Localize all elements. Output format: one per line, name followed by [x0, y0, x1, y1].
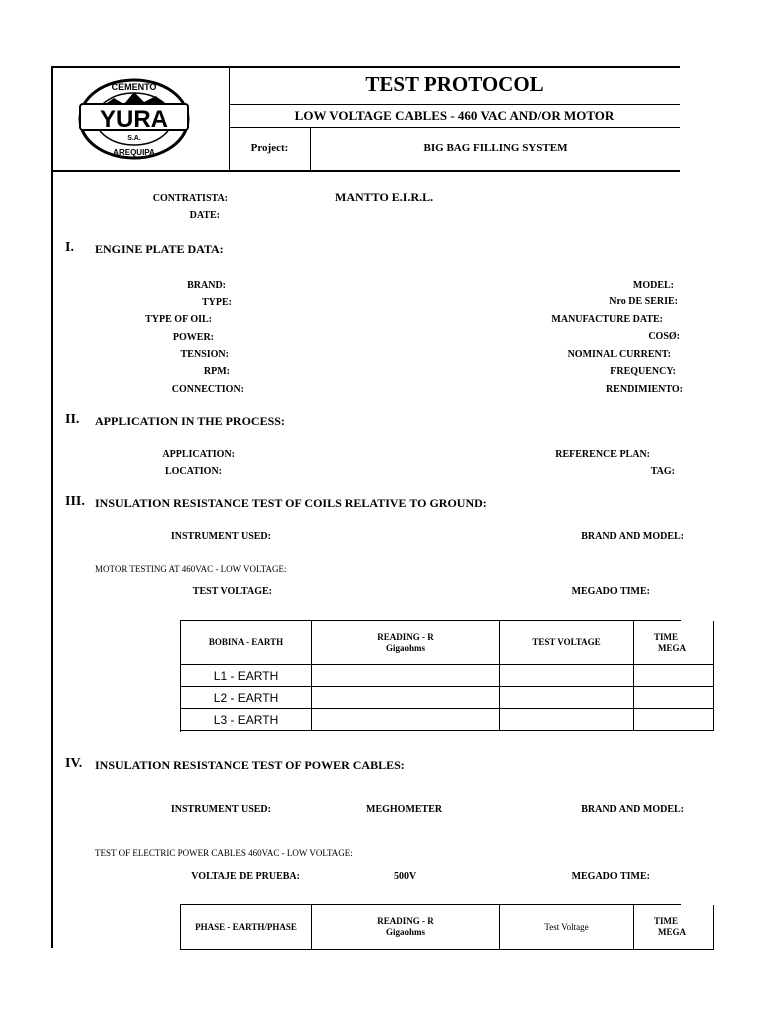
table3-row-l3-reading[interactable] [312, 709, 500, 731]
coils-test-table [180, 620, 686, 732]
rendimiento-label: RENDIMIENTO: [605, 384, 683, 395]
table3-row-l3-voltage[interactable] [500, 709, 634, 731]
table3-row-l2-reading[interactable] [312, 687, 500, 709]
rpm-label: RPM: [203, 366, 230, 377]
table3-row-l3-text: L3 - EARTH [213, 712, 279, 727]
instrument-used-label-2: INSTRUMENT USED: [170, 804, 271, 815]
section-3-title: INSULATION RESISTANCE TEST OF COILS RELATIVE TO GROUND: [95, 496, 487, 510]
tension-label: TENSION: [180, 349, 229, 360]
motor-testing-text: MOTOR TESTING AT 460VAC - LOW VOLTAGE: [95, 564, 287, 574]
cables-test-table [180, 904, 686, 950]
table3-header-bobina-text: BOBINA - EARTH [208, 637, 284, 647]
table3-row-l1-voltage[interactable] [500, 665, 634, 687]
nominal-current-label: NOMINAL CURRENT: [567, 349, 671, 360]
power-label: POWER: [172, 332, 214, 343]
table3-row-l1-reading[interactable] [312, 665, 500, 687]
logo-brand: YURA [99, 106, 169, 133]
model-label: MODEL: [632, 280, 674, 291]
connection-label: CONNECTION: [171, 384, 244, 395]
location-label: LOCATION: [164, 466, 222, 477]
table4-header-mega-text: MEGA [658, 927, 686, 937]
project-value: BIG BAG FILLING SYSTEM [423, 142, 568, 154]
brand-label: BRAND: [187, 280, 226, 291]
document-title: TEST PROTOCOL [365, 72, 544, 96]
table3-header-time-text: TIME [654, 631, 679, 642]
table3-row-l3-label [181, 709, 312, 731]
table4-header-gigaohms: Gigaohms [385, 927, 425, 937]
section-4-number: IV. [65, 756, 83, 771]
voltaje-prueba-value: 500V [394, 871, 417, 882]
contratista-value: MANTTO E.I.R.L. [335, 190, 434, 204]
table3-header-mega-text: MEGA [658, 642, 686, 653]
reference-plan-label: REFERENCE PLAN: [555, 449, 650, 460]
project-label: Project: [250, 142, 289, 154]
table3-header-test-voltage [500, 621, 634, 665]
table4-header-phase [181, 905, 312, 950]
table4-header-phase-text: PHASE - EARTH/PHASE [195, 921, 297, 932]
table3-row-l3-time[interactable] [634, 709, 714, 731]
section-2-title: APPLICATION IN THE PROCESS: [95, 414, 285, 428]
instrument-used-label: INSTRUMENT USED: [170, 531, 271, 542]
section-4-title: INSULATION RESISTANCE TEST OF POWER CABLES: [95, 758, 405, 772]
cables-testing-text: TEST OF ELECTRIC POWER CABLES 460VAC - LOW VOLTAGE: [95, 848, 353, 858]
header-bottom [52, 170, 680, 172]
test-voltage-label: TEST VOLTAGE: [192, 586, 272, 597]
frequency-label: FREQUENCY: [610, 366, 676, 377]
cos-label: COSØ: [648, 331, 680, 342]
table4-header-reading-text: READING - R [377, 916, 434, 926]
document-subtitle: LOW VOLTAGE CABLES - 460 VAC AND/OR MOTOR [294, 108, 615, 123]
table3-row-l2-text: L2 - EARTH [213, 690, 279, 705]
title-divider [229, 104, 680, 105]
section-3-number: III. [65, 494, 85, 509]
contratista-label: CONTRATISTA: [152, 193, 228, 204]
table4-header-time-text: TIME [654, 916, 679, 926]
company-logo [78, 78, 190, 160]
brand-model-label-2: BRAND AND MODEL: [581, 804, 684, 815]
table3-header-time [634, 621, 714, 665]
megado-time-label: MEGADO TIME: [571, 586, 650, 597]
date-label: DATE: [189, 210, 220, 221]
table4-header-time [634, 905, 714, 950]
table3-header-reading [312, 621, 500, 665]
megado-time-label-2: MEGADO TIME: [571, 871, 650, 882]
table3-row-l2-label [181, 687, 312, 709]
frame-left [51, 66, 53, 948]
section-2-number: II. [65, 412, 80, 427]
table4-header-test-voltage-text: Test Voltage [544, 921, 589, 932]
section-1-number: I. [65, 240, 74, 255]
logo-bottom-text: AREQUIPA [113, 148, 155, 157]
logo-top-text: CEMENTO [111, 82, 157, 92]
table3-header-reading-text: READING - R [377, 631, 434, 642]
table3-row-l1-time[interactable] [634, 665, 714, 687]
table4-header-reading [312, 905, 500, 950]
subtitle-divider [229, 127, 680, 128]
tag-label: TAG: [650, 466, 675, 477]
brand-model-label: BRAND AND MODEL: [581, 531, 684, 542]
table3-row-l1-label [181, 665, 312, 687]
application-label: APPLICATION: [162, 449, 235, 460]
type-of-oil-label: TYPE OF OIL: [145, 314, 212, 325]
logo-sa: S.A. [127, 135, 141, 142]
table3-header-bobina [181, 621, 312, 665]
manufacture-date-label: MANUFACTURE DATE: [551, 314, 663, 325]
section-1-title: ENGINE PLATE DATA: [95, 242, 224, 256]
table4-header-test-voltage [500, 905, 634, 950]
table3-row-l1-text: L1 - EARTH [213, 668, 279, 683]
voltaje-prueba-label: VOLTAJE DE PRUEBA: [191, 871, 300, 882]
table3-row-l2-time[interactable] [634, 687, 714, 709]
serial-label: Nro DE SERIE: [609, 296, 678, 307]
table3-header-gigaohms: Gigaohms [385, 642, 425, 653]
instrument-value: MEGHOMETER [366, 804, 443, 815]
table3-header-test-voltage-text: TEST VOLTAGE [532, 637, 601, 647]
table3-row-l2-voltage[interactable] [500, 687, 634, 709]
type-label: TYPE: [202, 297, 232, 308]
frame-top [52, 66, 680, 68]
